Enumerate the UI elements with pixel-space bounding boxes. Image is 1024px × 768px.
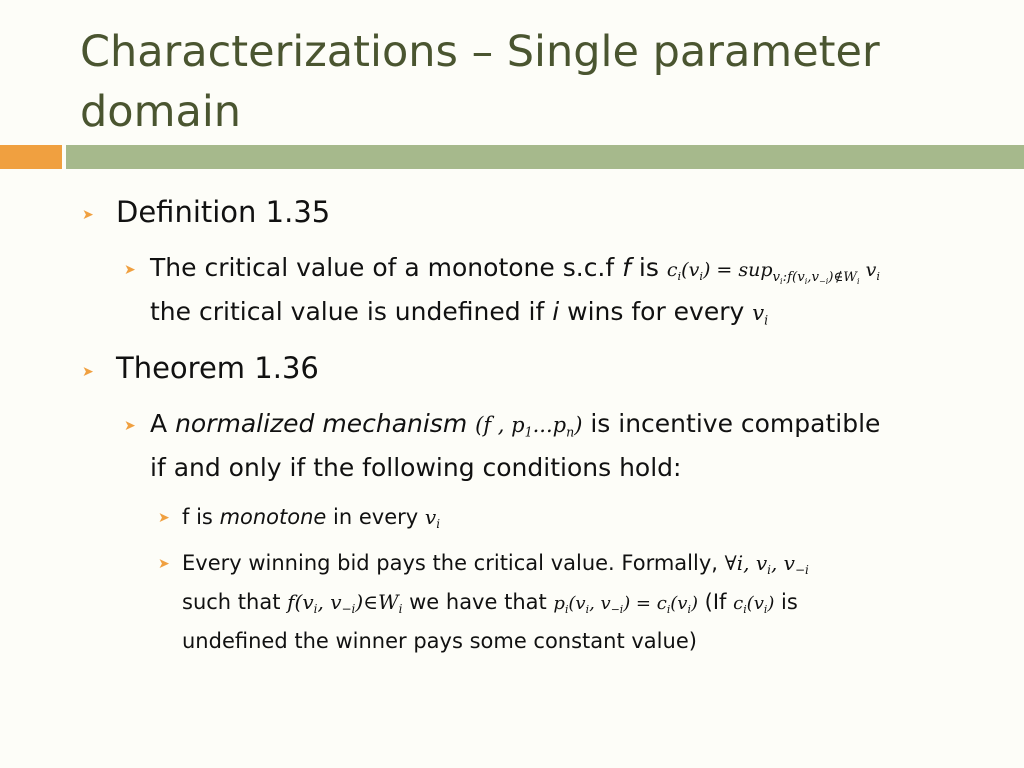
cond2-such: such that bbox=[182, 590, 281, 614]
cond1-is: is bbox=[196, 505, 213, 529]
critical-value-formula: $c_i(v_i) = sup_{v_i:f(v_i,v_{-i})\notin W_i}$ $v_i$ bbox=[666, 259, 880, 286]
definition-is: is bbox=[638, 253, 659, 282]
win-formula: $f(v_i$, $v_{-i})\in W_i$ bbox=[287, 590, 403, 617]
arrow-bullet-icon: ➤ bbox=[82, 207, 94, 223]
v-i-formula: $v_i$ bbox=[752, 301, 769, 328]
arrow-bullet-icon: ➤ bbox=[158, 510, 170, 526]
payment-formula: $p_i(v_i$, $v_{-i}) = c_i(v_i)$ bbox=[553, 593, 698, 616]
condition-1 bbox=[182, 498, 1012, 544]
definition-i: i bbox=[552, 297, 560, 326]
definition-text: The critical value of a monotone s.c.f bbox=[150, 253, 615, 282]
cond1-f: f bbox=[182, 505, 190, 529]
theorem-heading: Theorem 1.36 bbox=[116, 351, 319, 385]
definition-undefined-text: the critical value is undefined if bbox=[150, 297, 545, 326]
forall-formula: ∀i, $v_i$, $v_{-i}$ bbox=[724, 551, 809, 578]
arrow-bullet-icon: ➤ bbox=[124, 262, 136, 278]
slide-title: Characterizations – Single parameter domain bbox=[80, 27, 880, 137]
title-underline-green bbox=[66, 145, 1024, 169]
definition-f: f bbox=[622, 253, 631, 282]
definition-heading: Definition 1.35 bbox=[116, 195, 331, 229]
condition-2-line3: undefined the winner pays some constant value) bbox=[182, 629, 697, 653]
cond2-have: we have that bbox=[409, 590, 547, 614]
title-underline-orange bbox=[0, 145, 62, 169]
arrow-bullet-icon: ➤ bbox=[82, 364, 94, 380]
cond2-is: is bbox=[781, 590, 798, 614]
cond2-text: Every winning bid pays the critical value. Formally, bbox=[182, 551, 718, 575]
theorem-a: A bbox=[150, 409, 168, 438]
cond2-if: (If bbox=[704, 590, 727, 614]
mechanism-formula: (f , $p_1...p_n$) bbox=[475, 413, 583, 440]
theorem-term: normalized mechanism bbox=[175, 409, 468, 438]
theorem-line2: if and only if the following conditions hold: bbox=[150, 453, 682, 482]
cond1-term: monotone bbox=[219, 505, 327, 529]
cond1-tail: in every bbox=[333, 505, 419, 529]
v-i-formula: $v_i$ bbox=[424, 505, 441, 532]
definition-wins-text: wins for every bbox=[567, 297, 745, 326]
critical-ci-formula: $c_i(v_i)$ bbox=[733, 593, 775, 616]
definition-line2 bbox=[150, 290, 1020, 342]
theorem-tail: is incentive compatible bbox=[590, 409, 881, 438]
arrow-bullet-icon: ➤ bbox=[158, 556, 170, 572]
arrow-bullet-icon: ➤ bbox=[124, 418, 136, 434]
